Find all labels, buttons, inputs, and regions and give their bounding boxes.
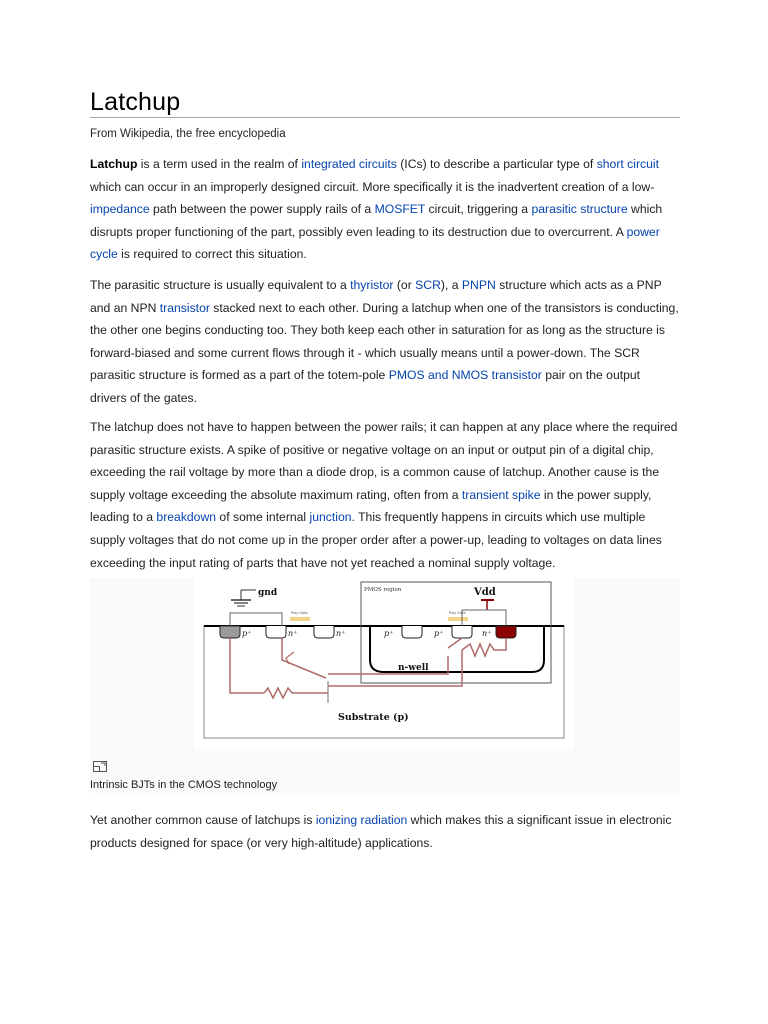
enlarge-icon[interactable] bbox=[93, 761, 107, 772]
p-plus-diffusion-3 bbox=[452, 626, 472, 638]
text: pair on the output drivers of the gates. bbox=[90, 368, 641, 405]
site-tagline: From Wikipedia, the free encyclopedia bbox=[90, 128, 286, 140]
label-p-plus-3: p⁺ bbox=[434, 629, 444, 638]
text: which can occur in an improperly designed circuit. More specifically it is the inadvertent creation of a low- bbox=[90, 179, 655, 194]
link-pmos-nmos-transistor[interactable]: PMOS and NMOS transistor bbox=[388, 368, 542, 383]
poly-gate-label-1: Poly Gate bbox=[291, 611, 308, 615]
poly-gate-pmos bbox=[448, 617, 468, 621]
text: which disrupts proper functioning of the part, possibly even leading to its destruction due to overcurrent. A bbox=[90, 202, 663, 239]
text: in the power supply, leading to a bbox=[90, 487, 652, 525]
paragraph-causes bbox=[90, 416, 680, 574]
poly-gate-label-2: Poly Gate bbox=[449, 611, 466, 615]
n-plus-diffusion-2 bbox=[314, 626, 334, 638]
text: is a term used in the realm of bbox=[137, 157, 302, 171]
text: path between the power supply rails of a bbox=[149, 202, 375, 217]
text: ), a bbox=[440, 278, 462, 292]
link-thyristor[interactable]: thyristor bbox=[350, 278, 394, 292]
vdd-label: Vdd bbox=[474, 587, 496, 598]
n-plus-diffusion-1 bbox=[266, 626, 286, 638]
text: which makes this a significant issue in electronic products designed for space (or very high-altitude) applications. bbox=[90, 813, 672, 850]
text: (or bbox=[393, 278, 416, 292]
figure-cmos-bjt bbox=[90, 578, 680, 793]
page-title: Latchup bbox=[90, 88, 181, 116]
text: circuit, triggering a bbox=[425, 202, 532, 217]
link-parasitic-structure[interactable]: parasitic structure bbox=[531, 202, 628, 217]
label-n-plus-3: n⁺ bbox=[482, 629, 492, 638]
text: stacked next to each other. During a latchup when one of the transistors is conducting, the other one begins conducting too. They both keep each other in saturation for as long as the structure is forward-biased and some current flows through it - which usually means until a power-down. The SCR parasitic structure is formed as a part of the totem-pole bbox=[90, 300, 679, 383]
poly-gate-nmos bbox=[290, 617, 310, 621]
nwell-label: n-well bbox=[398, 663, 429, 673]
link-breakdown[interactable]: breakdown bbox=[156, 510, 217, 525]
text: . This frequently happens in circuits which use multiple supply voltages that do not come up in the proper order after a power-up, leading to voltages on data lines exceeding the input rating of parts that have not yet reached a nominal supply voltage. bbox=[90, 510, 662, 570]
n-plus-diffusion-3 bbox=[496, 626, 516, 638]
link-ionizing-radiation[interactable]: ionizing radiation bbox=[315, 813, 408, 827]
text: (ICs) to describe a particular type of bbox=[396, 157, 597, 171]
text: The parasitic structure is usually equivalent to a bbox=[90, 278, 351, 292]
link-pnpn[interactable]: PNPN bbox=[461, 278, 496, 292]
text: is required to correct this situation. bbox=[117, 247, 307, 262]
gnd-wire bbox=[230, 613, 282, 626]
p-plus-diffusion-2 bbox=[402, 626, 422, 638]
link-short-circuit[interactable]: short circuit bbox=[596, 157, 659, 171]
gnd-label: gnd bbox=[258, 588, 278, 598]
pmos-region-label: PMOS region bbox=[364, 587, 402, 593]
paragraph-radiation bbox=[90, 809, 680, 854]
label-p-plus-1: p⁺ bbox=[242, 629, 252, 638]
label-p-plus-2: p⁺ bbox=[384, 629, 394, 638]
link-impedance[interactable]: impedance bbox=[90, 202, 150, 217]
substrate-label: Substrate (p) bbox=[338, 712, 409, 723]
text: of some internal bbox=[216, 510, 310, 525]
link-junction[interactable]: junction bbox=[309, 510, 352, 525]
p-plus-diffusion-1 bbox=[220, 626, 240, 638]
link-scr[interactable]: SCR bbox=[415, 278, 441, 292]
cmos-cross-section-diagram[interactable] bbox=[194, 578, 574, 749]
text: structure which acts as a PNP and an NPN bbox=[90, 278, 662, 315]
link-mosfet[interactable]: MOSFET bbox=[374, 202, 426, 217]
vdd-wire bbox=[462, 610, 506, 626]
link-integrated-circuits[interactable]: integrated circuits bbox=[301, 157, 397, 171]
paragraph-parasitic bbox=[90, 274, 680, 410]
label-n-plus-1: n⁺ bbox=[288, 629, 298, 638]
text: The latchup does not have to happen between the power rails; it can happen at any place where the required parasitic structure exists. A spike of positive or negative voltage on an input or output pin of a digital chip, exceeding the rail voltage by more than a diode drop, is a common cause of latchup. Another cause is the supply voltage exceeding the absolute maximum rating, often from a bbox=[90, 420, 678, 502]
figure-caption: Intrinsic BJTs in the CMOS technology bbox=[90, 779, 278, 791]
term-bold: Latchup bbox=[90, 157, 138, 171]
label-n-plus-2: n⁺ bbox=[336, 629, 346, 638]
title-divider bbox=[90, 117, 680, 118]
link-power-cycle[interactable]: power cycle bbox=[90, 224, 660, 262]
text: Yet another common cause of latchups is bbox=[90, 813, 316, 827]
link-transistor[interactable]: transistor bbox=[159, 300, 210, 315]
paragraph-intro bbox=[90, 153, 680, 266]
link-transient-spike[interactable]: transient spike bbox=[461, 487, 541, 502]
